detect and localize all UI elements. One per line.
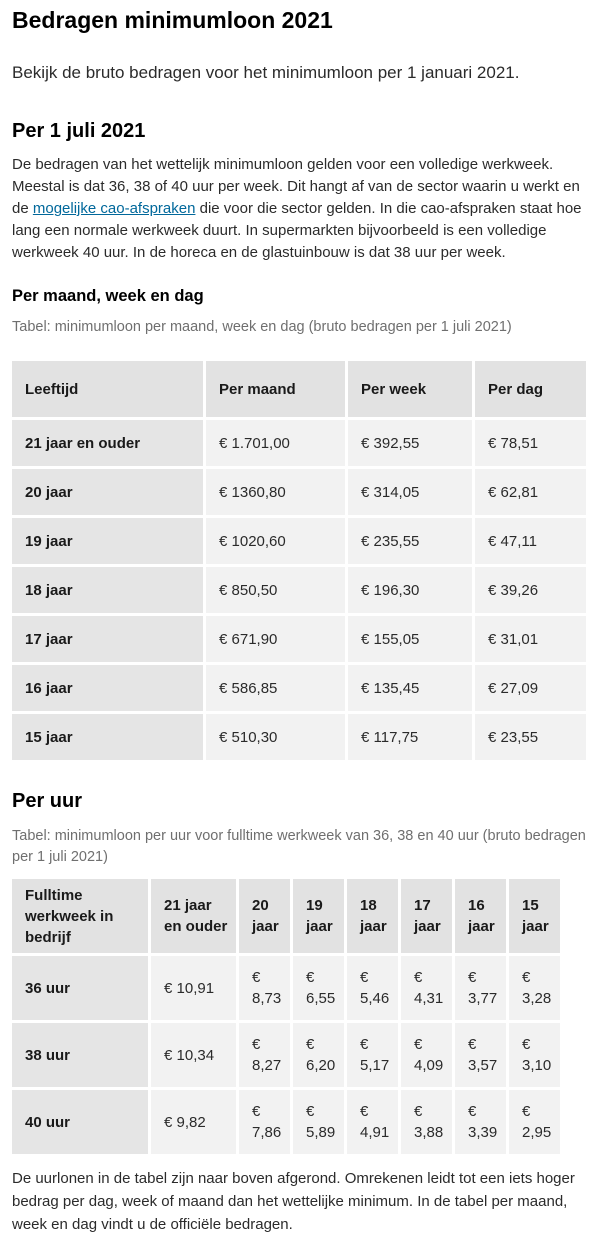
table-hour-caption: Tabel: minimumloon per uur voor fulltime werkweek van 36, 38 en 40 uur (bruto bedragen per 1 juli 2021) [12, 828, 586, 865]
intro-text: Bekijk de bruto bedragen voor het minimumloon per 1 januari 2021. [12, 63, 520, 82]
table-cell: € 2,95 [509, 1090, 560, 1154]
page-title: Bedragen minimumloon 2021 [12, 7, 333, 33]
table-cell: € 23,55 [475, 714, 586, 760]
section-heading-per-uur: Per uur [12, 790, 83, 812]
table-row [12, 1023, 560, 1087]
table-row [12, 616, 586, 662]
column-header: 21 jaar en ouder [151, 879, 236, 953]
table-cell: € 586,85 [206, 665, 345, 711]
row-header: 19 jaar [12, 518, 203, 564]
table-header-row [12, 879, 560, 953]
table-cell: € 196,30 [348, 567, 472, 613]
table-cell: € 850,50 [206, 567, 345, 613]
table-row [12, 420, 586, 466]
table-cell: € 235,55 [348, 518, 472, 564]
row-header: 15 jaar [12, 714, 203, 760]
table-cell: € 10,34 [151, 1023, 236, 1087]
table-month-caption: Tabel: minimumloon per maand, week en dag (bruto bedragen per 1 juli 2021) [12, 319, 512, 335]
table-cell: € 4,09 [401, 1023, 452, 1087]
table-cell: € 31,01 [475, 616, 586, 662]
table-cell: € 39,26 [475, 567, 586, 613]
table-cell: € 10,91 [151, 956, 236, 1020]
table-cell: € 62,81 [475, 469, 586, 515]
column-header: 17 jaar [401, 879, 452, 953]
table-cell: € 3,57 [455, 1023, 506, 1087]
table-cell: € 392,55 [348, 420, 472, 466]
table-cell: € 5,46 [347, 956, 398, 1020]
table-row [12, 956, 560, 1020]
section-heading-per-1-juli-2021: Per 1 juli 2021 [12, 120, 146, 142]
row-header: 21 jaar en ouder [12, 420, 203, 466]
table-cell: € 4,91 [347, 1090, 398, 1154]
row-header: 17 jaar [12, 616, 203, 662]
row-header: 38 uur [12, 1023, 148, 1087]
table-row [12, 665, 586, 711]
section-paragraph [12, 154, 590, 264]
table-cell: € 5,89 [293, 1090, 344, 1154]
column-header: Leeftijd [12, 361, 203, 417]
column-header: 16 jaar [455, 879, 506, 953]
column-header: Per maand [206, 361, 345, 417]
table-cell: € 1360,80 [206, 469, 345, 515]
table-minimumloon-per-uur [9, 876, 563, 1157]
column-header: 20 jaar [239, 879, 290, 953]
table-cell: € 3,10 [509, 1023, 560, 1087]
row-header: 40 uur [12, 1090, 148, 1154]
footer-note: De uurlonen in de tabel zijn naar boven afgerond. Omrekenen leidt tot een iets hoger bedrag per dag, week of maand dan het wettelijke minimum. In de tabel per maand, week en dag vindt u de officiële bedragen. [12, 1170, 575, 1233]
column-header: Per dag [475, 361, 586, 417]
table-cell: € 47,11 [475, 518, 586, 564]
table-cell: € 8,27 [239, 1023, 290, 1087]
table-cell: € 3,77 [455, 956, 506, 1020]
table-cell: € 1.701,00 [206, 420, 345, 466]
table-minimumloon-maand-week-dag [9, 358, 589, 763]
table-cell: € 5,17 [347, 1023, 398, 1087]
table-row [12, 714, 586, 760]
column-header: Fulltime werkweek in bedrijf [12, 879, 148, 953]
row-header: 20 jaar [12, 469, 203, 515]
cao-afspraken-link[interactable]: mogelijke cao-afspraken [32, 200, 196, 217]
table-cell: € 7,86 [239, 1090, 290, 1154]
row-header: 36 uur [12, 956, 148, 1020]
row-header: 16 jaar [12, 665, 203, 711]
table-cell: € 671,90 [206, 616, 345, 662]
table-header-row [12, 361, 586, 417]
table-cell: € 6,55 [293, 956, 344, 1020]
table-cell: € 3,88 [401, 1090, 452, 1154]
table-cell: € 78,51 [475, 420, 586, 466]
table-cell: € 3,28 [509, 956, 560, 1020]
table-cell: € 27,09 [475, 665, 586, 711]
table-cell: € 8,73 [239, 956, 290, 1020]
table-cell: € 6,20 [293, 1023, 344, 1087]
row-header: 18 jaar [12, 567, 203, 613]
table-cell: € 9,82 [151, 1090, 236, 1154]
table-row [12, 469, 586, 515]
table-row [12, 518, 586, 564]
table-cell: € 117,75 [348, 714, 472, 760]
table-cell: € 135,45 [348, 665, 472, 711]
table-cell: € 4,31 [401, 956, 452, 1020]
paragraph-text-before-link: De bedragen van het wettelijk minimumloon gelden voor een volledige werkweek. Meestal is dat 36, 38 of 40 uur per week. Dit hangt af van de sector waarin u werkt en de [12, 156, 580, 217]
table-row [12, 567, 586, 613]
column-header: 19 jaar [293, 879, 344, 953]
table-cell: € 314,05 [348, 469, 472, 515]
column-header: Per week [348, 361, 472, 417]
column-header: 18 jaar [347, 879, 398, 953]
column-header: 15 jaar [509, 879, 560, 953]
table-row [12, 1090, 560, 1154]
paragraph-text-after-link: die voor die sector gelden. In die cao-afspraken staat hoe lang een normale werkweek duurt. In supermarkten bijvoorbeeld is een volledige werkweek 40 uur. In de horeca en de glastuinbouw is dat 38 uur per week. [12, 200, 582, 261]
table-cell: € 1020,60 [206, 518, 345, 564]
table-cell: € 3,39 [455, 1090, 506, 1154]
table-cell: € 155,05 [348, 616, 472, 662]
subsection-heading-per-maand-week-dag: Per maand, week en dag [12, 287, 204, 305]
table-cell: € 510,30 [206, 714, 345, 760]
